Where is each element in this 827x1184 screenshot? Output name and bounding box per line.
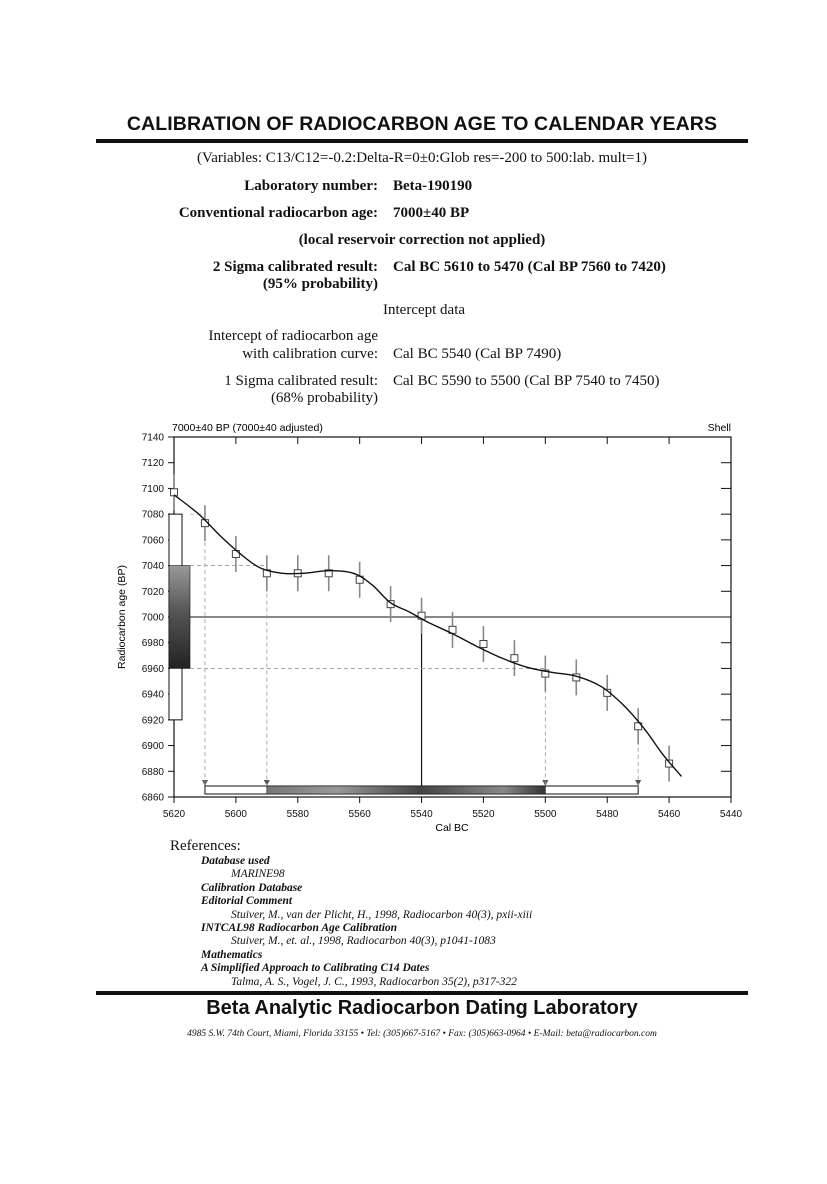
intercept-value: Cal BC 5540 (Cal BP 7490) bbox=[393, 346, 562, 362]
page-title: CALIBRATION OF RADIOCARBON AGE TO CALENDAR YEARS bbox=[126, 113, 718, 135]
y-tick-label: 7100 bbox=[141, 483, 164, 495]
y-tick-label: 7040 bbox=[141, 561, 164, 573]
x-tick-label: 5500 bbox=[534, 809, 557, 820]
reference-label: INTCAL98 Radiocarbon Age Calibration bbox=[201, 922, 398, 935]
lab-number-value: Beta-190190 bbox=[393, 178, 473, 194]
y-tick-label: 6940 bbox=[141, 689, 164, 701]
y-tick-label: 6960 bbox=[141, 663, 164, 675]
y-tick-label: 7080 bbox=[141, 509, 164, 521]
y-tick-label: 7140 bbox=[141, 432, 164, 444]
lab-name: Beta Analytic Radiocarbon Dating Laboratory bbox=[206, 997, 638, 1019]
reference-label: Editorial Comment bbox=[201, 895, 293, 908]
y-tick-label: 7000 bbox=[141, 612, 164, 624]
reservoir-note: (local reservoir correction not applied) bbox=[298, 232, 546, 248]
y-tick-label: 7020 bbox=[141, 586, 164, 598]
x-tick-label: 5560 bbox=[348, 809, 371, 820]
y-tick-label: 6980 bbox=[141, 638, 164, 650]
y-axis-label: Radiocarbon age (BP) bbox=[116, 565, 128, 669]
x-tick-label: 5460 bbox=[657, 809, 681, 820]
lab-number-label: Laboratory number: bbox=[244, 178, 378, 194]
variables-line: (Variables: C13/C12=-0.2:Delta-R=0±0:Glob res=-200 to 500:lab. mult=1) bbox=[197, 150, 647, 166]
guide-lines bbox=[190, 514, 731, 786]
x-tick-label: 5480 bbox=[596, 809, 619, 820]
reference-label: A Simplified Approach to Calibrating C14 Dates bbox=[201, 962, 430, 975]
reference-text: MARINE98 bbox=[231, 868, 285, 881]
y-tick-label: 6880 bbox=[141, 766, 164, 778]
references-list bbox=[201, 855, 532, 989]
data-point bbox=[480, 641, 487, 648]
footer-rule bbox=[96, 991, 748, 995]
one-sigma-label: 1 Sigma calibrated result: bbox=[224, 373, 378, 389]
reference-label: Database used bbox=[201, 855, 270, 867]
conventional-age-value: 7000±40 BP bbox=[393, 205, 470, 221]
shell-label: Shell bbox=[707, 422, 731, 434]
intercept-label-line2: with calibration curve: bbox=[242, 346, 378, 362]
one-sigma-age-bar bbox=[169, 566, 190, 669]
conventional-age-label: Conventional radiocarbon age: bbox=[178, 205, 378, 221]
y-tick-label: 6860 bbox=[141, 792, 164, 804]
x-tick-label: 5600 bbox=[224, 809, 248, 820]
intercept-label-line1: Intercept of radiocarbon age bbox=[208, 328, 378, 344]
one-sigma-cal-bar bbox=[267, 786, 546, 794]
intercept-heading: Intercept data bbox=[383, 302, 466, 318]
x-tick-label: 5580 bbox=[286, 809, 309, 820]
calibration-curve bbox=[174, 495, 681, 777]
lab-address: 4985 S.W. 74th Court, Miami, Florida 33155 • Tel: (305)667-5167 • Fax: (305)663-0964 • E-Mail: beta@radiocarbon.com bbox=[187, 1029, 657, 1039]
x-tick-label: 5520 bbox=[472, 809, 495, 820]
one-sigma-probability: (68% probability) bbox=[270, 390, 378, 406]
data-point bbox=[511, 655, 518, 662]
chart-title: 7000±40 BP (7000±40 adjusted) bbox=[172, 422, 323, 434]
y-tick-label: 6920 bbox=[141, 715, 164, 727]
references-heading: References: bbox=[170, 838, 241, 854]
two-sigma-probability: (95% probability) bbox=[262, 276, 378, 292]
two-sigma-value: Cal BC 5610 to 5470 (Cal BP 7560 to 7420) bbox=[393, 259, 666, 275]
reference-text: Stuiver, M., et. al., 1998, Radiocarbon 40(3), p1041-1083 bbox=[231, 935, 496, 948]
x-tick-label: 5540 bbox=[410, 809, 433, 820]
y-tick-label: 7060 bbox=[141, 535, 164, 547]
reference-text: Talma, A. S., Vogel, J. C., 1993, Radiocarbon 35(2), p317-322 bbox=[231, 975, 517, 988]
reference-text: Stuiver, M., van der Plicht, H., 1998, Radiocarbon 40(3), pxii-xiii bbox=[231, 908, 533, 921]
one-sigma-value: Cal BC 5590 to 5500 (Cal BP 7540 to 7450) bbox=[393, 373, 660, 389]
two-sigma-label: 2 Sigma calibrated result: bbox=[212, 259, 378, 275]
x-axis-label: Cal BC bbox=[435, 822, 469, 834]
y-axis bbox=[142, 433, 731, 804]
reference-label: Calibration Database bbox=[201, 881, 303, 894]
x-tick-label: 5620 bbox=[162, 809, 186, 820]
y-tick-label: 6900 bbox=[141, 741, 164, 753]
data-point bbox=[171, 489, 178, 496]
y-tick-label: 7120 bbox=[141, 458, 164, 470]
x-tick-label: 5440 bbox=[719, 809, 743, 820]
reference-label: Mathematics bbox=[201, 948, 263, 961]
